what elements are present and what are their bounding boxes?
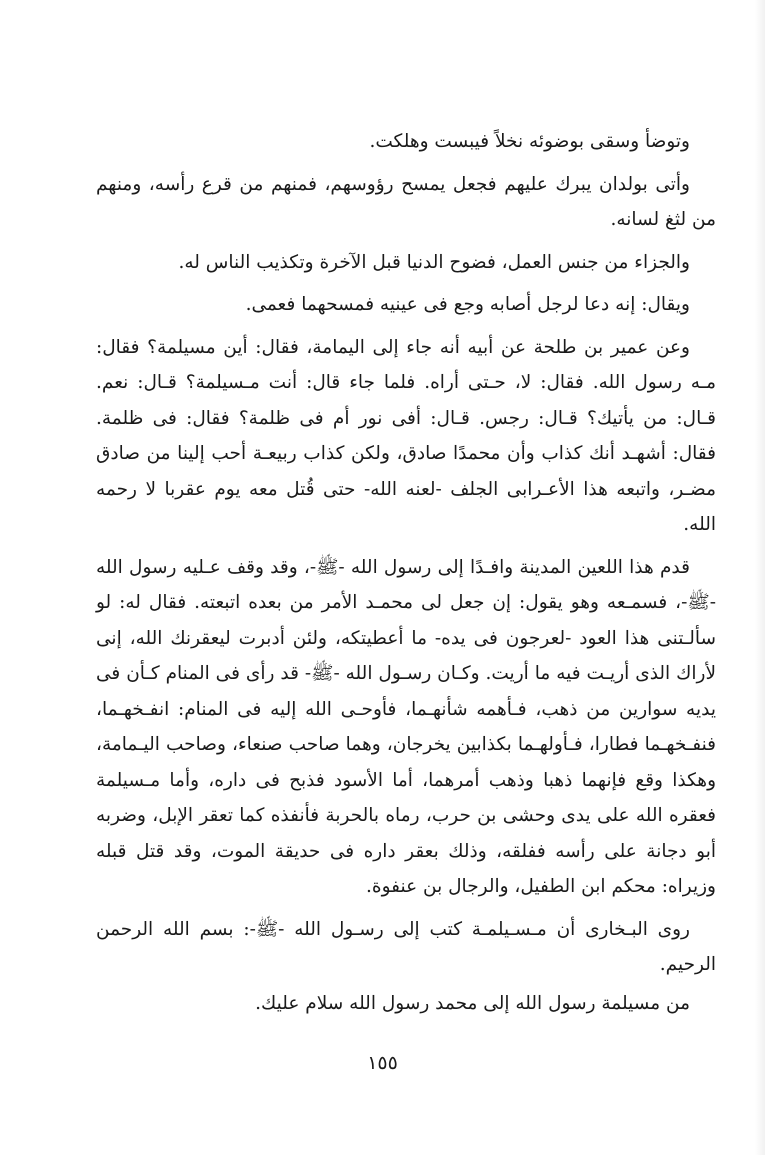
paragraph-8: من مسيلمة رسول الله إلى محمد رسول الله سلام عليك. — [255, 992, 690, 1014]
paragraph-4: ويقال: إنه دعا لرجل أصابه وجع فى عينيه فمسحهما فعمى. — [245, 294, 690, 315]
paragraph-1: وتوضأ وسقى بوضوئه نخلاً فيبست وهلكت. — [369, 131, 690, 152]
page-number: ١٥٥ — [367, 1052, 398, 1074]
body-text — [96, 124, 716, 1028]
paragraph-6: قدم هذا اللعين المدينة وافـدًا إلى رسول الله -ﷺ-، وقد وقف عـليه رسول الله -ﷺ-، فسمـعه وهو يقول: إن جعل لى محمـد الأمر من بعده اتبعته. فقال له: لو سألـتنى هذا العود -لعرجون فى يده- ما أعطيتكه، ولئن أدبرت ليعقرنك الله، إنى لأراك الذى أريـت فيه ما أريت. وكـان رسـول الله -ﷺ- قد رأى فى المنام كـأن فى يديه سوارين من ذهب، فـأهمه شأنهـما، فأوحـى الله إليه فى المنام: انفـخهـما، فنفـخهـما فطارا، فـأولهـما بكذابين يخرجان، وهما صاحب صنعاء، وصاحب اليـمامة، وهكذا وقع فإنهما ذهبا وذهب أمرهما، أما الأسود فذبح فى داره، وأما مـسيلمة فعقره الله على يدى وحشى بن حرب، رماه بالحربة فأنفذه كما تعقر الإبل، وضربه أبو دجانة على رأسه ففلقه، وذلك بعقر داره فى حديقة الموت، وقد قتل قبله وزيراه: محكم ابن الطفيل، والرجال بن عنفوة. — [96, 556, 716, 897]
paragraph-5: وعن عمير بن طلحة عن أبيه أنه جاء إلى اليمامة، فقال: أين مسيلمة؟ فقال: مـه رسول الله. فقال: لا، حـتى أراه. فلما جاء قال: أنت مـسيلمة؟ قـال: نعم. قـال: من يأتيك؟ قـال: رجس. قـال: أفى نور أم فى ظلمة؟ فقال: فى ظلمة. فقال: أشهـد أنك كذاب وأن محمدًا صادق، ولكن كذاب ربيعـة أحب إلينا من صادق مضـر، واتبعه هذا الأعـرابى الجلف -لعنه الله- حتى قُتل معه يوم عقربا لا رحمه الله. — [96, 336, 716, 535]
paragraph-7: روى البـخارى أن مـسـيلمـة كتب إلى رسـول الله -ﷺ-: بسم الله الرحمن الرحيم. — [96, 918, 716, 975]
page-edge-shadow — [755, 0, 765, 1155]
paragraph-3: والجزاء من جنس العمل، فضوح الدنيا قبل الآخرة وتكذيب الناس له. — [178, 251, 690, 273]
paragraph-2: وأتى بولدان يبرك عليهم فجعل يمسح رؤوسهم، فمنهم من قرع رأسه، ومنهم من لثغ لسانه. — [96, 173, 716, 230]
